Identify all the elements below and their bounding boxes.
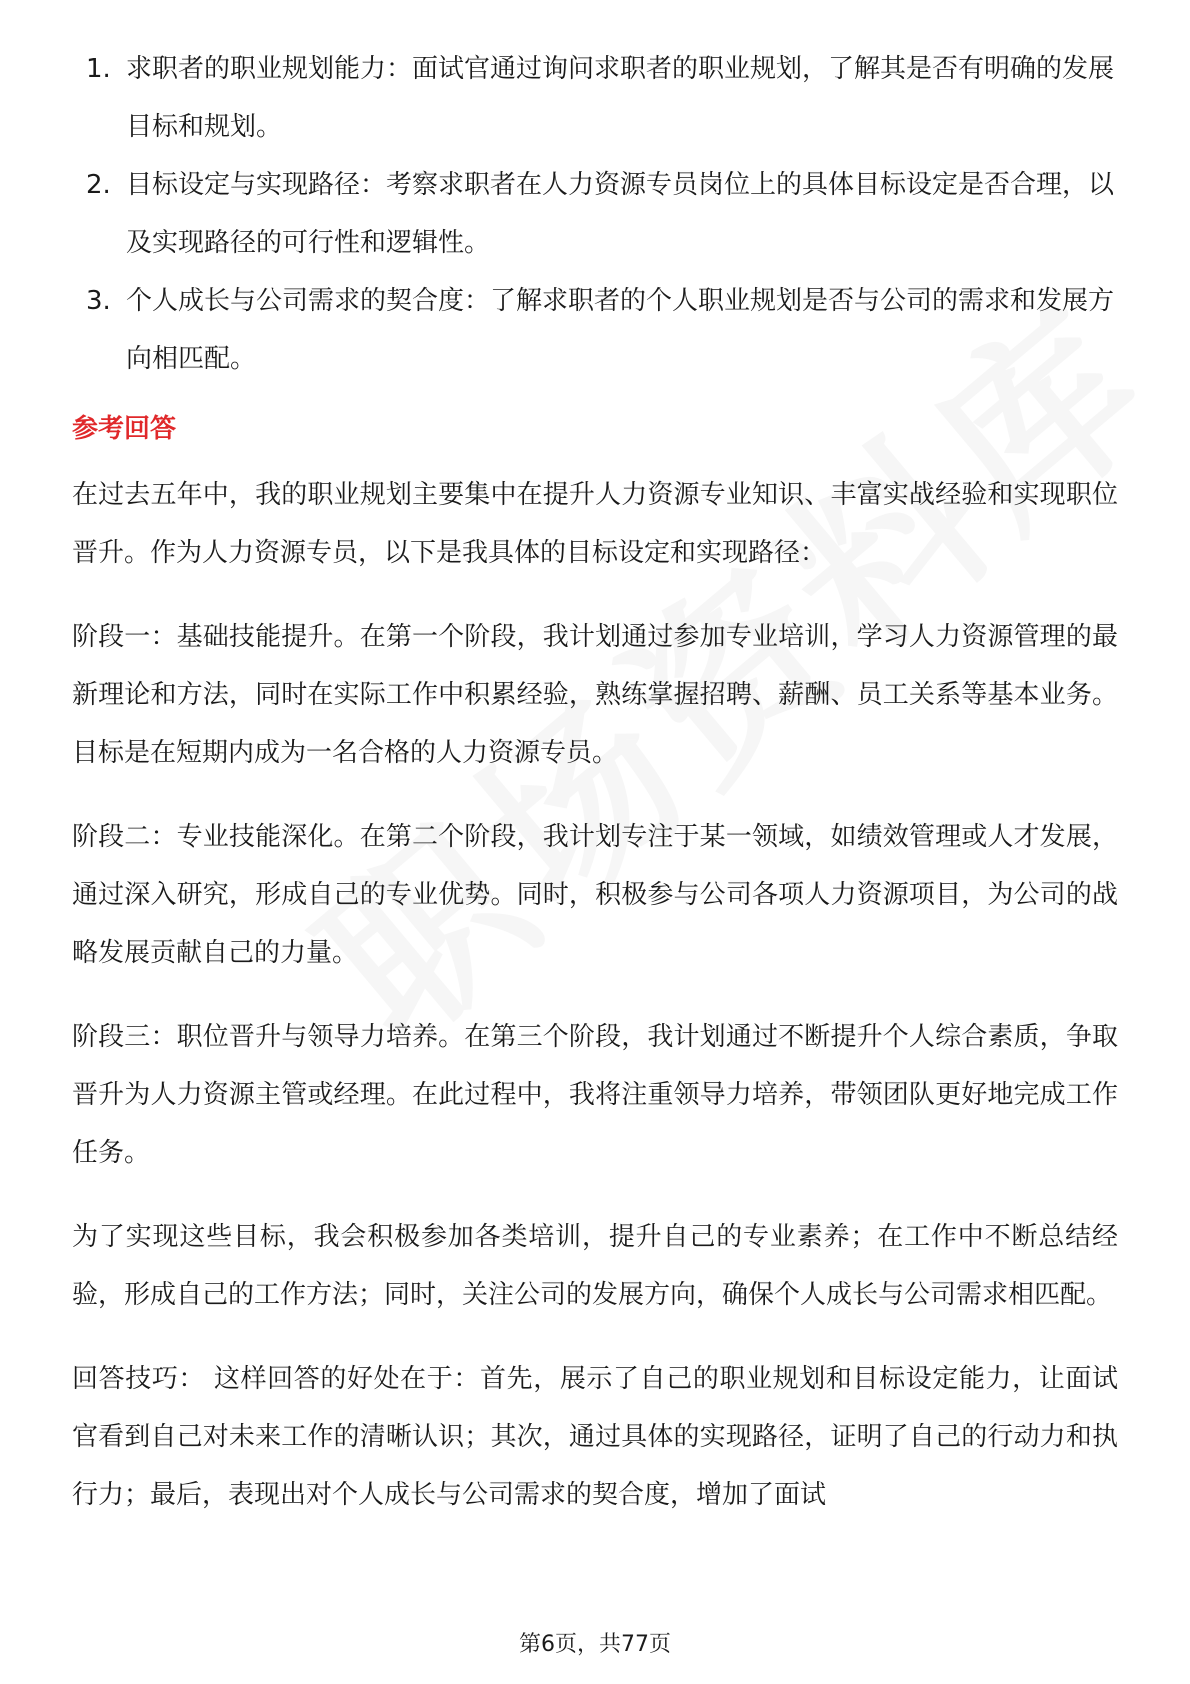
list-item [72,156,1118,272]
list-item [72,272,1118,388]
list-item-text: 目标设定与实现路径：考察求职者在人力资源专员岗位上的具体目标设定是否合理，以及实现路径的可行性和逻辑性。 [126,170,1115,258]
list-item-text: 个人成长与公司需求的契合度：了解求职者的个人职业规划是否与公司的需求和发展方向相匹配。 [126,286,1115,374]
answer-paragraph-stage-3: 阶段三：职位晋升与领导力培养。在第三个阶段，我计划通过不断提升个人综合素质，争取晋升为人力资源主管或经理。在此过程中，我将注重领导力培养，带领团队更好地完成工作任务。 [72,1022,1118,1168]
page-content [72,40,1118,1550]
answer-paragraph-actions: 为了实现这些目标，我会积极参加各类培训，提升自己的专业素养；在工作中不断总结经验，形成自己的工作方法；同时，关注公司的发展方向，确保个人成长与公司需求相匹配。 [72,1222,1118,1310]
page-number-footer: 第6页，共77页 [519,1632,671,1657]
list-item-text: 求职者的职业规划能力：面试官通过询问求职者的职业规划，了解其是否有明确的发展目标和规划。 [126,54,1115,142]
reference-answer-heading: 参考回答 [72,414,177,444]
list-item-number: 2. [86,170,111,200]
list-item-number: 1. [86,54,111,84]
answer-paragraph-stage-2: 阶段二：专业技能深化。在第二个阶段，我计划专注于某一领域，如绩效管理或人才发展，通过深入研究，形成自己的专业优势。同时，积极参与公司各项人力资源项目，为公司的战略发展贡献自己的力量。 [72,822,1118,968]
answer-paragraph-intro: 在过去五年中，我的职业规划主要集中在提升人力资源专业知识、丰富实战经验和实现职位晋升。作为人力资源专员，以下是我具体的目标设定和实现路径： [72,480,1118,568]
list-item-number: 3. [86,286,111,316]
evaluation-points-list [72,40,1118,388]
answer-tips-paragraph: 回答技巧： 这样回答的好处在于：首先，展示了自己的职业规划和目标设定能力，让面试官看到自己对未来工作的清晰认识；其次，通过具体的实现路径，证明了自己的行动力和执行力；最后，表现出对个人成长与公司需求的契合度，增加了面试 [72,1364,1118,1510]
list-item [72,40,1118,156]
answer-paragraph-stage-1: 阶段一：基础技能提升。在第一个阶段，我计划通过参加专业培训，学习人力资源管理的最新理论和方法，同时在实际工作中积累经验，熟练掌握招聘、薪酬、员工关系等基本业务。目标是在短期内成为一名合格的人力资源专员。 [72,622,1118,768]
